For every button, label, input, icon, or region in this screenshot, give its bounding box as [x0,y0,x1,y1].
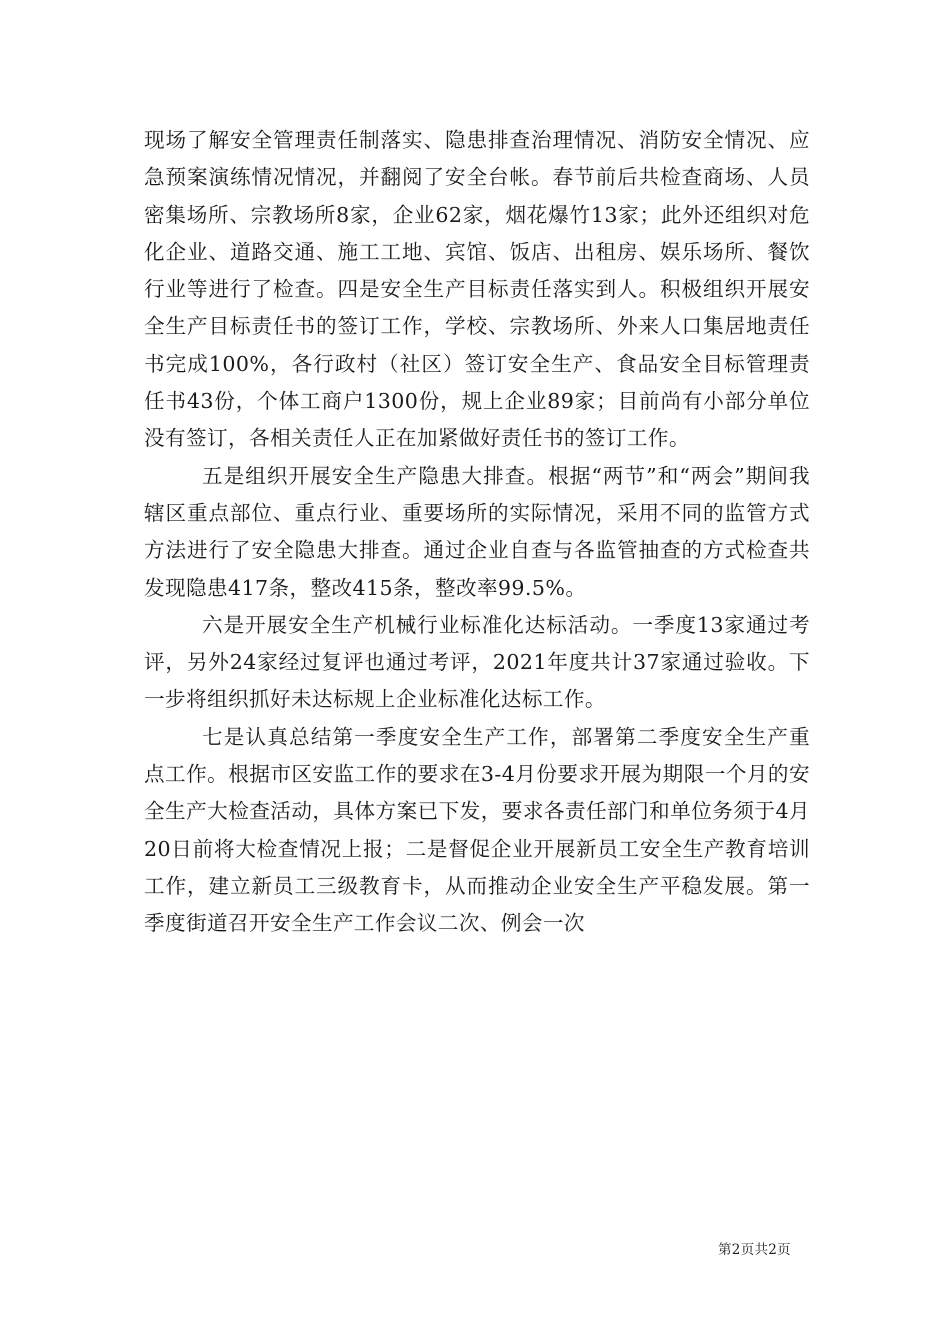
paragraph-4: 七是认真总结第一季度安全生产工作，部署第二季度安全生产重点工作。根据市区安监工作的要求在3-4月份要求开展为期限一个月的安全生产大检查活动，具体方案已下发，要求各责任部门和单位务须于4月20日前将大检查情况上报；二是督促企业开展新员工安全生产教育培训工作，建立新员工三级教育卡，从而推动企业安全生产平稳发展。第一季度街道召开安全生产工作会议二次、例会一次 [144,724,810,936]
page-number: 第2页共2页 [718,1242,791,1258]
paragraph-3: 六是开展安全生产机械行业标准化达标活动。一季度13家通过考评，另外24家经过复评也通过考评，2021年度共计37家通过验收。下一步将组织抓好未达标规上企业标准化达标工作。 [144,612,810,712]
paragraph-2: 五是组织开展安全生产隐患大排查。根据“两节”和“两会”期间我辖区重点部位、重点行业、重要场所的实际情况，采用不同的监管方式方法进行了安全隐患大排查。通过企业自查与各监管抽查的方式检查共发现隐患417条，整改415条，整改率99.5%。 [144,463,810,600]
document-body [144,122,810,943]
paragraph-1: 现场了解安全管理责任制落实、隐患排查治理情况、消防安全情况、应急预案演练情况情况，并翻阅了安全台帐。春节前后共检查商场、人员密集场所、宗教场所8家，企业62家，烟花爆竹13家；此外还组织对危化企业、道路交通、施工工地、宾馆、饭店、出租房、娱乐场所、餐饮行业等进行了检查。四是安全生产目标责任落实到人。积极组织开展安全生产目标责任书的签订工作，学校、宗教场所、外来人口集居地责任书完成100%，各行政村（社区）签订安全生产、食品安全目标管理责任书43份，个体工商户1300份，规上企业89家；目前尚有小部分单位没有签订，各相关责任人正在加紧做好责任书的签订工作。 [144,128,810,451]
